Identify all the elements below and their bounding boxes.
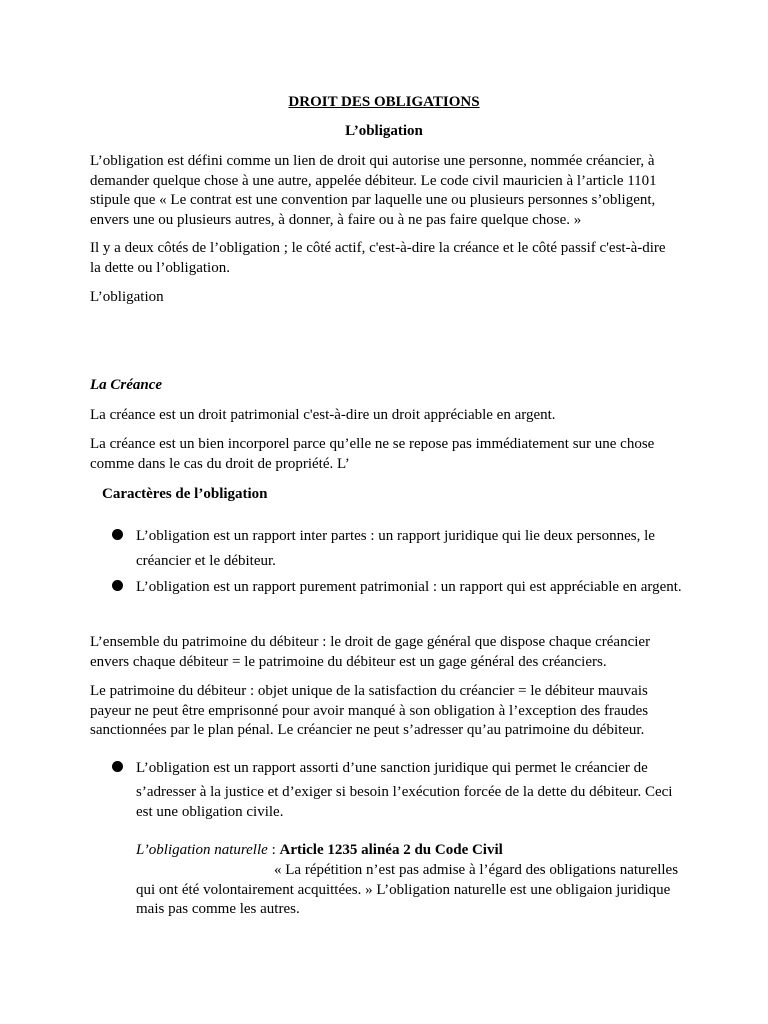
list-item-text: L’obligation est un rapport assorti d’une sanction juridique qui permet le créancier de	[136, 760, 648, 776]
paragraph-ensemble-patrimoine: L’ensemble du patrimoine du débiteur : le droit de gage général que dispose chaque créancier envers chaque débiteur = le patrimoine du débiteur est un gage général des créanciers.	[90, 634, 651, 670]
list-item-text: L’obligation est un rapport inter partes : un rapport juridique qui lie deux personnes, le créancier et le débiteur.	[136, 528, 655, 569]
list-item	[112, 575, 687, 600]
list-item	[112, 756, 687, 781]
label-separator: :	[267, 842, 280, 858]
paragraph-patrimoine-debiteur: Le patrimoine du débiteur : objet unique de la satisfaction du créancier = le débiteur mauvais payeur ne peut être emprisonné pour avoir manqué à son obligation à l’exception des fraudes sanctionnées par le plan pénal. Le créancier ne peut s’adresser qu’au patrimoine du débiteur.	[90, 683, 649, 738]
paragraph-creance-1: La créance est un droit patrimonial c'est-à-dire un droit appréciable en argent.	[90, 407, 556, 423]
bullet-icon	[112, 529, 123, 540]
obligation-naturelle-line	[136, 841, 686, 861]
paragraph-definition: L’obligation est défini comme un lien de droit qui autorise une personne, nommée créancier, à demander quelque chose à une autre, appelée débiteur. Le code civil mauricien à l’article 1101 stipule que « Le contrat est une convention par laquelle une ou plusieurs personnes s’obligent, envers une ou plusieurs autres, à donner, à faire ou à ne pas faire quelque chose. »	[90, 153, 657, 228]
article-reference: Article 1235 alinéa 2 du Code Civil	[279, 842, 503, 858]
document-subtitle: L’obligation	[345, 123, 423, 139]
list-item	[112, 524, 687, 574]
document-title: DROIT DES OBLIGATIONS	[288, 94, 480, 110]
bullet-icon	[112, 580, 123, 591]
list-item-text: L’obligation est un rapport purement patrimonial : un rapport qui est appréciable en argent.	[136, 579, 682, 595]
section-heading-caracteres: Caractères de l’obligation	[102, 486, 268, 502]
list-item-continuation: s’adresser à la justice et d’exiger si besoin l’exécution forcée de la dette du débiteur. Ceci est une obligation civile.	[136, 784, 673, 820]
obligation-naturelle-label: L’obligation naturelle	[136, 842, 268, 858]
bullet-icon	[112, 761, 123, 772]
paragraph-obligation-naturelle: « La répétition n’est pas admise à l’égard des obligations naturelles qui ont été volontairement acquittées. » L’obligation naturelle est une obligaion juridique mais pas comme les autres.	[136, 862, 679, 917]
section-heading-creance: La Créance	[90, 377, 163, 393]
paragraph-creance-2: La créance est un bien incorporel parce qu’elle ne se repose pas immédiatement sur une chose comme dans le cas du droit de propriété. L’	[90, 436, 655, 472]
paragraph-obligation: L’obligation	[90, 289, 164, 305]
paragraph-deux-cotes: Il y a deux côtés de l’obligation ; le côté actif, c'est-à-dire la créance et le côté passif c'est-à-dire la dette ou l’obligation.	[90, 240, 666, 276]
